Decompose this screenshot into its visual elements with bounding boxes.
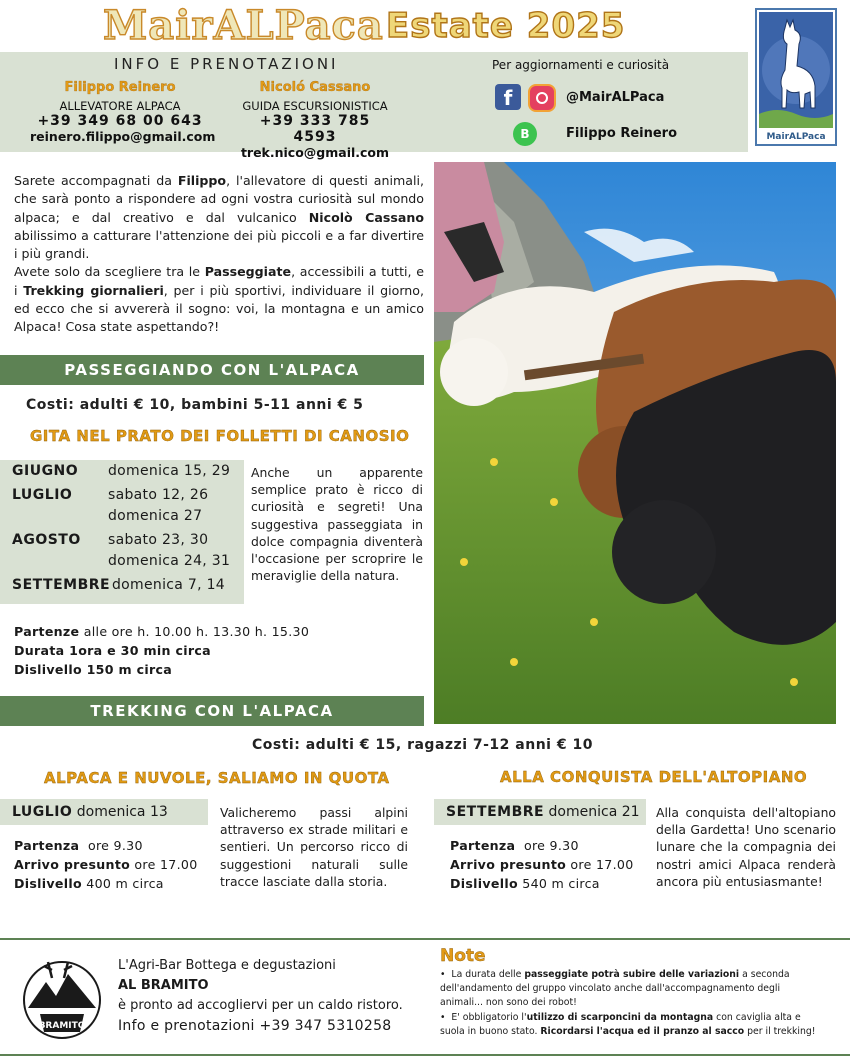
updates-label: Per aggiornamenti e curiosità: [492, 58, 670, 72]
schedule-month: AGOSTO: [12, 532, 81, 548]
schedule-row: [12, 463, 244, 484]
svg-text:BRAMITO: BRAMITO: [38, 1021, 86, 1031]
bramito-info: L'Agri-Bar Bottega e degustazioni AL BRAMITO è pronto ad accogliervi per un caldo ristoro. Info e prenotazioni +39 347 5310258: [118, 958, 403, 1034]
contact-phone[interactable]: +39 349 68 00 643: [37, 113, 203, 129]
schedule-month: LUGLIO: [12, 487, 73, 503]
deer-logo-icon: [22, 948, 102, 1048]
schedule-row: [12, 553, 244, 574]
trekking-costs: Costi: adulti € 15, ragazzi 7-12 anni € 10: [252, 737, 593, 753]
contact-role: ALLEVATORE ALPACA: [59, 99, 181, 113]
schedule-row: [12, 577, 244, 598]
contact-nicolo: [240, 80, 390, 160]
info-title: INFO E PRENOTAZIONI: [114, 55, 339, 73]
whatsapp-name: Filippo Reinero: [566, 126, 678, 141]
logo-label: MairALPaca: [766, 132, 826, 142]
passeggiata-section-title: PASSEGGIANDO CON L'ALPACA: [0, 355, 424, 385]
tour-description: Valicheremo passi alpini attraverso ex strade militari e sentieri. Un percorso ricco di suggestioni naturali sulle tracce lasciate dalla storia.: [220, 805, 408, 889]
passeggiata-details: Partenze alle ore h. 10.00 h. 13.30 h. 15.30 Durata 1ora e 30 min circa Dislivello 150 m circa: [14, 624, 310, 677]
instagram-icon[interactable]: [528, 84, 556, 112]
facebook-icon[interactable]: f: [495, 84, 521, 110]
tour-details: Partenza ore 9.30 Arrivo presunto ore 17.00 Dislivello 400 m circa: [14, 838, 198, 891]
schedule-row: [12, 532, 244, 553]
intro-text: Sarete accompagnati da Filippo, l'allevatore di questi animali, che sarà ponto a rispondere ad ogni vostra curiosità sul mondo alpaca; e dal creativo e dal vulcanico Nicolò Cassano abilissimo a catturare l'attenzione dei più piccoli e a far divertire i più grandi. Avete solo da scegliere tra le Passeggiate, accessibili a tutti, e i Trekking giornalieri, per i più sportivi, individuare il giorno, ed ecco che si avvererà il sogno: voi, la montagna e un amico Alpaca! Cosa state aspettando?!: [14, 173, 424, 335]
passeggiata-description: Anche un apparente semplice prato è ricco di curiosità e segreti! Una suggestiva passeggiata in dolce compagnia diventerà l'occasione per scroprire le meraviglie della natura.: [251, 465, 423, 584]
edition-title: Estate 2025: [386, 6, 626, 46]
schedule-day: domenica 7, 14: [112, 577, 226, 593]
whatsapp-icon[interactable]: B: [513, 122, 537, 146]
tour-subtitle: ALPACA E NUVOLE, SALIAMO IN QUOTA: [44, 769, 390, 787]
notes-text: • La durata delle passeggiate potrà subire delle variazioni a seconda dell'andamento del gruppo vincolato anche dall'accompagnamento degli animali... non sono dei robot! • E' obbligatorio l'utilizzo di scarponcini da montagna con caviglia alta e suola in buono stato. Ricordarsi l'acqua ed il pranzo al sacco per il trekking!: [440, 969, 816, 1037]
schedule-day: domenica 27: [108, 508, 203, 524]
schedule-row: [12, 487, 244, 508]
schedule-list: [12, 463, 244, 598]
contact-name: Filippo Reinero: [64, 80, 176, 95]
tour-subtitle: ALLA CONQUISTA DELL'ALTOPIANO: [500, 768, 808, 786]
schedule-month: SETTEMBRE: [12, 577, 111, 593]
tour-date-box: LUGLIO domenica 13: [0, 799, 208, 825]
contact-email[interactable]: trek.nico@gmail.com: [240, 145, 390, 160]
alpaca-logo-icon: [757, 10, 835, 144]
bramito-logo: [22, 948, 102, 1048]
contact-role: GUIDA ESCURSIONISTICA: [242, 99, 388, 113]
schedule-row: [12, 508, 244, 529]
tour-date-box: SETTEMBRE domenica 21: [434, 799, 646, 825]
tour-description: Alla conquista dell'altopiano della Gardetta! Uno scenario lunare che la compagnia dei nostri amici Alpaca renderà ancora più entusiasmante!: [656, 805, 836, 889]
schedule-day: sabato 12, 26: [108, 487, 209, 503]
social-handle[interactable]: @MairALPaca: [566, 90, 665, 105]
schedule-day: domenica 15, 29: [108, 463, 231, 479]
trekking-section-title: TREKKING CON L'ALPACA: [0, 696, 424, 726]
notes-title: Note: [440, 946, 486, 966]
contact-filippo: [30, 80, 216, 144]
schedule-day: sabato 23, 30: [108, 532, 209, 548]
alpaca-photo: [434, 162, 836, 724]
passeggiata-costs: Costi: adulti € 10, bambini 5-11 anni € 5: [26, 397, 364, 413]
footer-divider: [0, 938, 850, 940]
contact-phone[interactable]: +39 333 785 4593: [259, 113, 371, 145]
mairalpaca-logo: [755, 8, 837, 146]
schedule-month: GIUGNO: [12, 463, 79, 479]
passeggiata-subtitle: GITA NEL PRATO DEI FOLLETTI DI CANOSIO: [30, 427, 410, 445]
contact-name: Nicoló Cassano: [259, 80, 371, 95]
tour-details: Partenza ore 9.30 Arrivo presunto ore 17.00 Dislivello 540 m circa: [450, 838, 634, 891]
brand-title: MairALPaca: [103, 2, 384, 49]
bottom-border: [0, 1054, 850, 1056]
schedule-day: domenica 24, 31: [108, 553, 231, 569]
contact-email[interactable]: reinero.filippo@gmail.com: [30, 129, 216, 144]
